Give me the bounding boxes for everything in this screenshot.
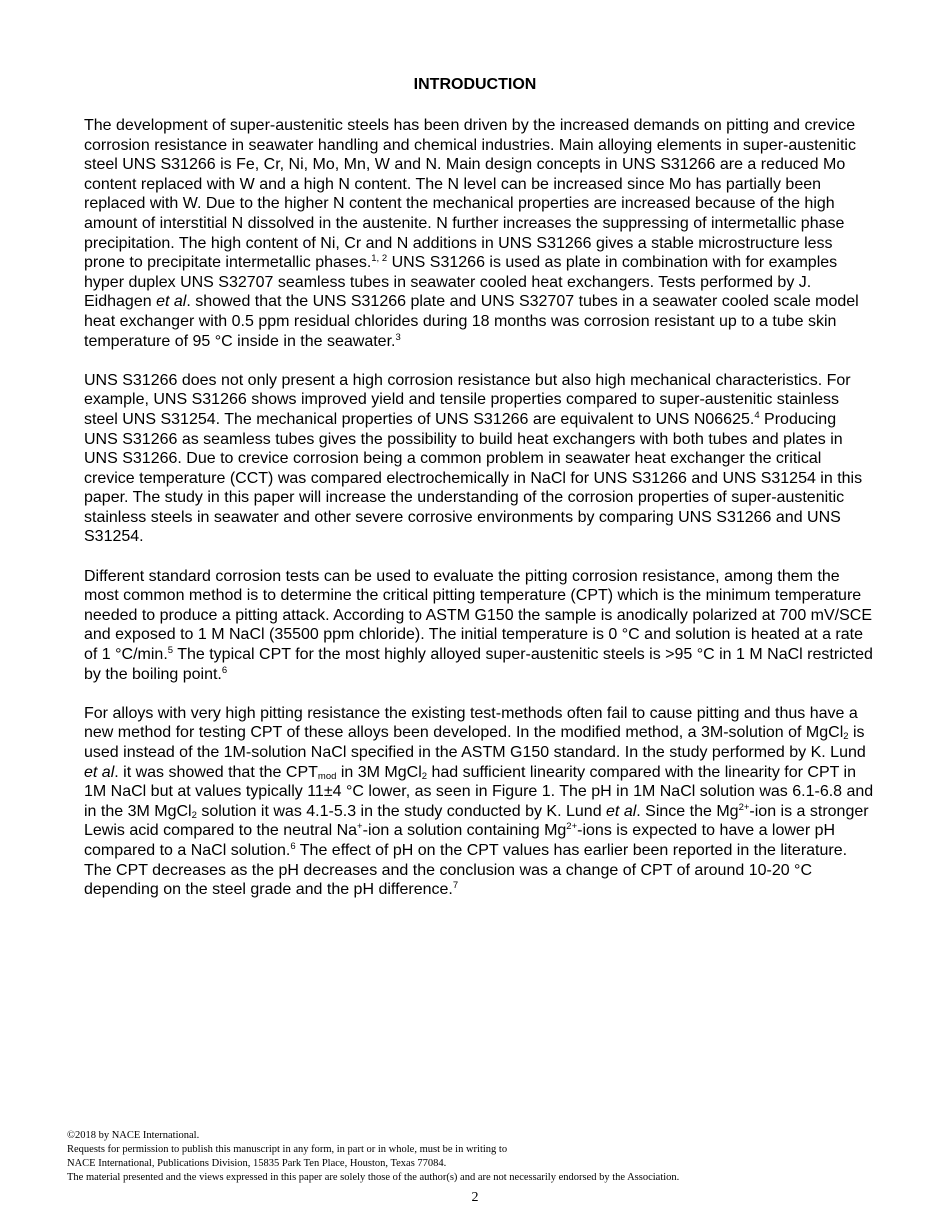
page-number: 2 — [471, 1190, 479, 1205]
paragraph-1: The development of super-austenitic steels has been driven by the increased demands on pitting and crevice corrosion resistance in seawater handling and chemical industries. Main alloying elements in super-austenitic steel UNS S31266 is Fe, Cr, Ni, Mo, Mn, W and N. Main design concepts in UNS S31266 are a reduced Mo content replaced with W and a high N content. The N level can be increased since Mo has partially been replaced with W. Due to the higher N content the mechanical properties are increased because of the high amount of interstitial N dissolved in the austenite. N further increases the suppressing of intermetallic phase precipitation. The high content of Ni, Cr and N additions in UNS S31266 gives a stable microstructure less prone to precipitate intermetallic phases.$^{1, 2}$ UNS S31266 is used as plate in combination with for examples hyper duplex UNS S32707 seamless tubes in seawater cooled heat exchangers. Tests performed by J. Eidhagen et al. showed that the UNS S31266 plate and UNS S32707 tubes in a seawater cooled scale model heat exchanger with 0.5 ppm residual chlorides during 18 months was corrosion resistant up to a tube skin temperature of 95 °C inside in the seawater.$^3$ — [84, 117, 859, 350]
citation: 7 — [452, 880, 459, 892]
copyright-line: ©2018 by NACE International. — [67, 1130, 200, 1141]
citation: 4 — [754, 409, 760, 421]
body-text — [84, 116, 874, 919]
citation: 3 — [395, 331, 401, 343]
footer-line: The material presented and the views expressed in this paper are solely those of the author(s) and are not necessarily endorsed by the Association. — [67, 1172, 680, 1183]
footer-line: NACE International, Publications Division, 15835 Park Ten Place, Houston, Texas 77084. — [67, 1158, 447, 1169]
section-heading: INTRODUCTION — [413, 76, 537, 93]
citation: 6 — [290, 840, 296, 852]
citation: 6 — [221, 664, 228, 676]
paragraph-2: UNS S31266 does not only present a high corrosion resistance but also high mechanical characteristics. For example, UNS S31266 shows improved yield and tensile properties compared to super-austenitic stainless steel UNS S31254. The mechanical properties of UNS S31266 are equivalent to UNS N06625.$^4$ Producing UNS S31266 as seamless tubes gives the possibility to build heat exchangers with both tubes and plates in UNS S31266. Due to crevice corrosion being a common problem in seawater heat exchanger the critical crevice temperature (CCT) was compared electrochemically in NaCl for UNS S31266 and UNS S31254 in this paper. The study in this paper will increase the understanding of the corrosion properties of super-austenitic stainless steels in seawater and other severe corrosive environments by comparing UNS S31266 and UNS S31254. — [84, 371, 863, 546]
citation: 5 — [167, 645, 174, 657]
paragraph-4: For alloys with very high pitting resistance the existing test-methods often fail to cause pitting and thus have a new method for testing CPT of these alloys been developed. In the modified method, a 3M-solution of MgCl$_2$ is used instead of the 1M-solution NaCl specified in the ASTM G150 standard. In the study performed by K. Lund et al. it was showed that the $CPT_{mod}$ in 3M MgCl$_2$ had sufficient linearity compared with the linearity for CPT in 1M NaCl but at values typically 11±4 °C lower, as seen in Figure 1. The pH in 1M NaCl solution was 6.1-6.8 and in the 3M MgCl$_2$ solution it was 4.1-5.3 in the study conducted by K. Lund et al. Since the $Mg^{2+}$-ion is a stronger Lewis acid compared to the neutral Na+-ion a solution containing $Mg^{2+}$-ions is expected to have a lower pH compared to a NaCl solution.$^6$ The effect of pH on the CPT values has earlier been reported in the literature. The CPT decreases as the pH decreases and the conclusion was a change of CPT of around 10-20 °C depending on the steel grade and the pH difference.$^7$ — [84, 704, 874, 899]
paragraph-3: Different standard corrosion tests can be used to evaluate the pitting corrosion resistance, among them the most common method is to determine the critical pitting temperature (CPT) which is the minimum temperature needed to produce a pitting attack. According to ASTM G150 the sample is anodically polarized at 700 mV/SCE and exposed to 1 M NaCl (35500 ppm chloride). The initial temperature is 0 °C and solution is heated at a rate of 1 °C/min.$^5$ The typical CPT for the most highly alloyed super-austenitic steels is >95 °C in 1 M NaCl restricted by the boiling point.$^6$ — [84, 567, 873, 683]
page-footer — [67, 1129, 887, 1185]
citation: 1, 2 — [371, 253, 388, 265]
footer-line: Requests for permission to publish this manuscript in any form, in part or in whole, must be in writing to — [67, 1144, 508, 1155]
